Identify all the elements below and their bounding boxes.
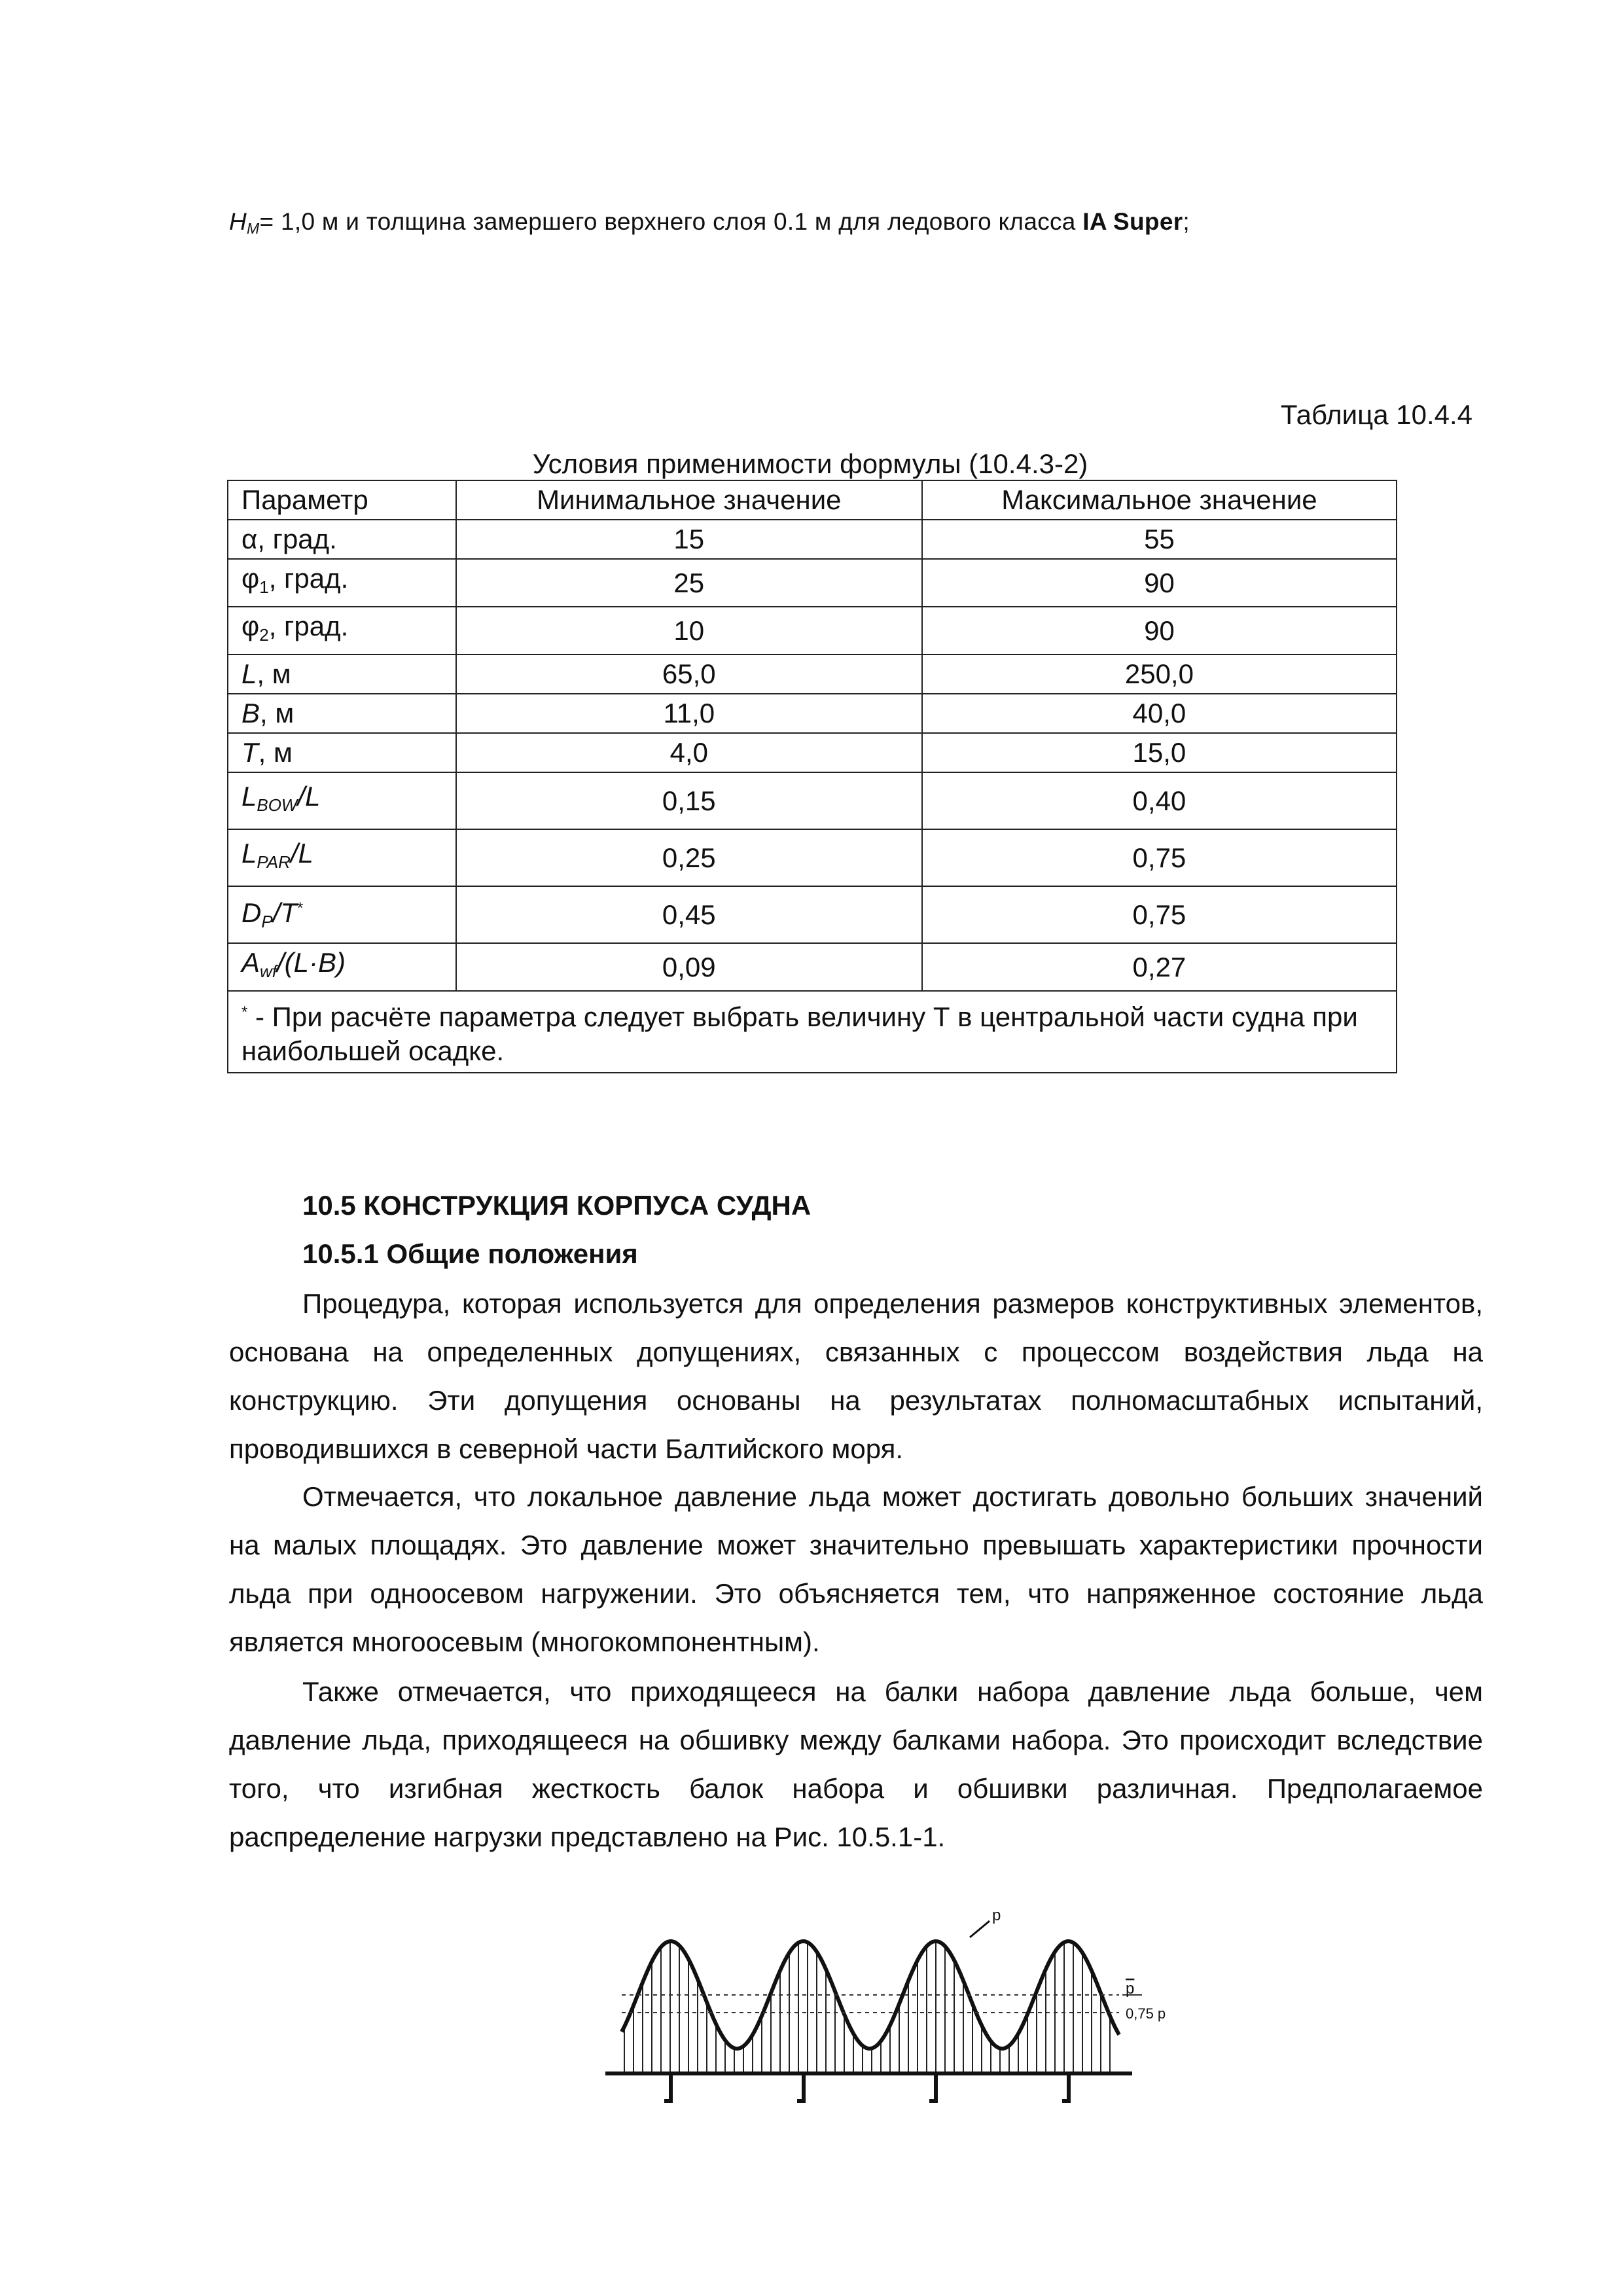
min-cell: 15: [456, 520, 922, 559]
max-cell: 15,0: [922, 733, 1397, 772]
min-cell: 11,0: [456, 694, 922, 733]
frame-beam: [797, 2073, 804, 2101]
paragraph: Отмечается, что локальное давление льда может достигать довольно больших значений на малых площадях. Это давление может значительно превышать характеристики прочности льда при одноосевом нагружении. Это объясняется тем, что напряженное состояние льда является многоосевым (многокомпонентным).: [229, 1481, 1483, 1657]
max-cell: 0,40: [922, 772, 1397, 829]
table-note-row: [228, 991, 1397, 1073]
param-cell: $A_{wf}/(L\cdot B)$: [228, 943, 456, 991]
frame-beam: [929, 2073, 936, 2101]
label-pbar: p: [1126, 1980, 1135, 1998]
param-cell: $L_{PAR}/L$: [228, 829, 456, 886]
param-cell: T, м: [228, 733, 456, 772]
param-cell: B, м: [228, 694, 456, 733]
table-row: [228, 559, 1397, 607]
frame-beam: [664, 2073, 671, 2101]
table-row: [228, 886, 1397, 943]
hm-sub: M: [247, 220, 260, 237]
load-distribution-figure: [589, 1898, 1217, 2114]
paragraph: Процедура, которая используется для определения размеров конструктивных элементов, основана на определенных допущениях, связанных с процессом воздействия льда на конструкцию. Эти допущения основаны на результатах полномасштабных испытаний, проводившихся в северной части Балтийского моря.: [229, 1288, 1483, 1464]
table-number: Таблица 10.4.4: [1280, 399, 1472, 430]
paragraph: Также отмечается, что приходящееся на балки набора давление льда больше, чем давление льда, приходящееся на обшивку между балками набора. Это происходит вследствие того, что изгибная жесткость балок набора и обшивки различная. Предполагаемое распределение нагрузки представлено на Рис. 10.5.1-1.: [229, 1676, 1483, 1852]
table-note: * - При расчёте параметра следует выбрать величину Т в центральной части судна при наибольшей осадке.: [228, 991, 1397, 1073]
param-cell: $\varphi_1$, град.: [228, 559, 456, 607]
hm-symbol: H: [229, 208, 247, 235]
param-cell: $\varphi_2$, град.: [228, 607, 456, 655]
label-075-pbar: 0,75 p: [1126, 2005, 1166, 2022]
table-header-row: [228, 480, 1397, 520]
table-row: [228, 694, 1397, 733]
table-row: [228, 655, 1397, 694]
table-row: [228, 943, 1397, 991]
max-cell: 40,0: [922, 694, 1397, 733]
label-p: p: [992, 1907, 1001, 1924]
max-cell: 0,75: [922, 886, 1397, 943]
ice-class: IA Super: [1082, 208, 1183, 235]
param-cell: L, м: [228, 655, 456, 694]
header-max: Максимальное значение: [922, 480, 1397, 520]
max-cell: 0,75: [922, 829, 1397, 886]
header-min: Минимальное значение: [456, 480, 922, 520]
min-cell: 25: [456, 559, 922, 607]
top-line-end: ;: [1183, 208, 1190, 235]
max-cell: 55: [922, 520, 1397, 559]
header-param: Параметр: [228, 480, 456, 520]
table-row: [228, 520, 1397, 559]
section-title: 10.5 КОНСТРУКЦИЯ КОРПУСА СУДНА: [302, 1190, 812, 1221]
max-cell: 90: [922, 559, 1397, 607]
table-caption: Условия применимости формулы (10.4.3-2): [532, 448, 1088, 479]
table-row: [228, 772, 1397, 829]
param-cell: α, град.: [228, 520, 456, 559]
table-row: [228, 733, 1397, 772]
min-cell: 65,0: [456, 655, 922, 694]
max-cell: 0,27: [922, 943, 1397, 991]
min-cell: 4,0: [456, 733, 922, 772]
frame-beam: [1062, 2073, 1069, 2101]
param-cell: $L_{BOW}/L$: [228, 772, 456, 829]
frame-beams: [664, 2073, 1069, 2101]
table-row: [228, 829, 1397, 886]
param-cell: $D_P/T^*$: [228, 886, 456, 943]
p-leader-line: [970, 1921, 990, 1937]
min-cell: 0,15: [456, 772, 922, 829]
max-cell: 90: [922, 607, 1397, 655]
min-cell: 0,45: [456, 886, 922, 943]
top-line-text: = 1,0 м и толщина замершего верхнего слоя 0.1 м для ледового класса: [259, 208, 1083, 235]
table-row: [228, 607, 1397, 655]
conditions-table: [227, 480, 1397, 1073]
min-cell: 0,09: [456, 943, 922, 991]
hatch-lines: [624, 1941, 1110, 2073]
section-subtitle: 10.5.1 Общие положения: [302, 1238, 638, 1269]
min-cell: 10: [456, 607, 922, 655]
min-cell: 0,25: [456, 829, 922, 886]
top-line: [229, 208, 1190, 238]
max-cell: 250,0: [922, 655, 1397, 694]
